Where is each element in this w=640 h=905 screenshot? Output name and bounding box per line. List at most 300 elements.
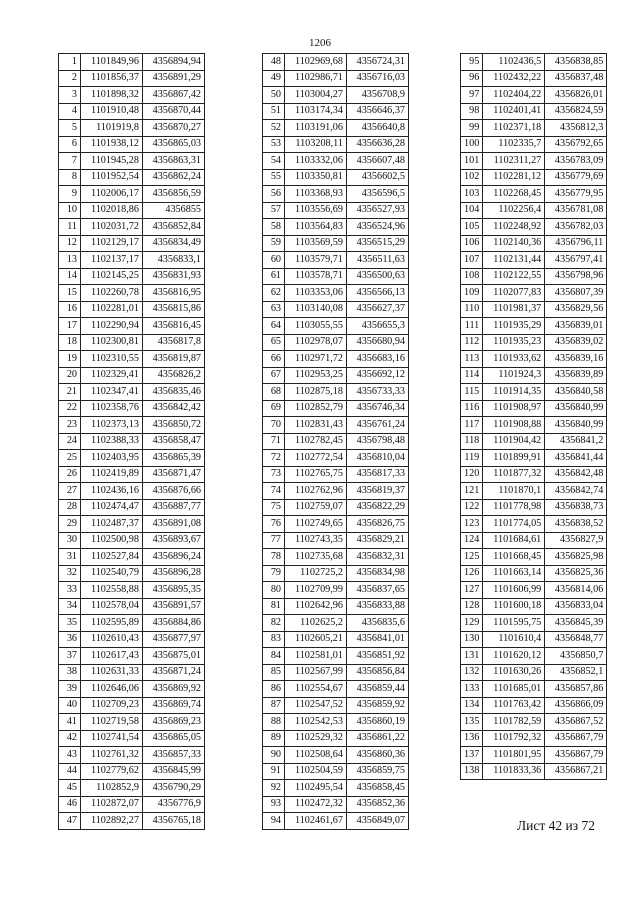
- point-number-cell: 80: [263, 582, 285, 599]
- x-coordinate-cell: 1101877,32: [483, 466, 545, 483]
- table-row: [59, 813, 205, 830]
- table-row: [461, 318, 607, 335]
- x-coordinate-cell: 1102300,81: [81, 334, 143, 351]
- table-row: [59, 615, 205, 632]
- table-row: [59, 582, 205, 599]
- y-coordinate-cell: 4356646,37: [347, 103, 409, 120]
- y-coordinate-cell: 4356837,65: [347, 582, 409, 599]
- table-row: [461, 87, 607, 104]
- y-coordinate-cell: 4356776,9: [143, 796, 205, 813]
- x-coordinate-cell: 1102256,4: [483, 202, 545, 219]
- y-coordinate-cell: 4356860,19: [347, 714, 409, 731]
- y-coordinate-cell: 4356822,29: [347, 499, 409, 516]
- table-row: [59, 433, 205, 450]
- x-coordinate-cell: 1102248,92: [483, 219, 545, 236]
- table-row: [263, 384, 409, 401]
- y-coordinate-cell: 4356861,22: [347, 730, 409, 747]
- table-row: [461, 516, 607, 533]
- y-coordinate-cell: 4356779,69: [545, 169, 607, 186]
- x-coordinate-cell: 1102137,17: [81, 252, 143, 269]
- point-number-cell: 28: [59, 499, 81, 516]
- x-coordinate-cell: 1103569,59: [285, 235, 347, 252]
- x-coordinate-cell: 1102401,41: [483, 103, 545, 120]
- y-coordinate-cell: 4356807,39: [545, 285, 607, 302]
- table-row: [263, 813, 409, 830]
- point-number-cell: 62: [263, 285, 285, 302]
- x-coordinate-cell: 1101899,91: [483, 450, 545, 467]
- point-number-cell: 137: [461, 747, 483, 764]
- y-coordinate-cell: 4356857,33: [143, 747, 205, 764]
- point-number-cell: 13: [59, 252, 81, 269]
- table-row: [263, 103, 409, 120]
- x-coordinate-cell: 1102500,98: [81, 532, 143, 549]
- point-number-cell: 73: [263, 466, 285, 483]
- y-coordinate-cell: 4356870,44: [143, 103, 205, 120]
- table-row: [59, 631, 205, 648]
- x-coordinate-cell: 1101933,62: [483, 351, 545, 368]
- point-number-cell: 19: [59, 351, 81, 368]
- y-coordinate-cell: 4356817,33: [347, 466, 409, 483]
- y-coordinate-cell: 4356865,03: [143, 136, 205, 153]
- x-coordinate-cell: 1102495,54: [285, 780, 347, 797]
- point-number-cell: 130: [461, 631, 483, 648]
- table-row: [461, 763, 607, 780]
- y-coordinate-cell: 4356683,16: [347, 351, 409, 368]
- y-coordinate-cell: 4356816,95: [143, 285, 205, 302]
- point-number-cell: 20: [59, 367, 81, 384]
- y-coordinate-cell: 4356834,98: [347, 565, 409, 582]
- table-row: [263, 681, 409, 698]
- table-row: [461, 400, 607, 417]
- x-coordinate-cell: 1102436,16: [81, 483, 143, 500]
- x-coordinate-cell: 1102735,68: [285, 549, 347, 566]
- y-coordinate-cell: 4356692,12: [347, 367, 409, 384]
- x-coordinate-cell: 1101685,01: [483, 681, 545, 698]
- x-coordinate-cell: 1101763,42: [483, 697, 545, 714]
- point-number-cell: 133: [461, 681, 483, 698]
- point-number-cell: 18: [59, 334, 81, 351]
- table-row: [263, 54, 409, 71]
- x-coordinate-cell: 1103556,69: [285, 202, 347, 219]
- table-row: [461, 186, 607, 203]
- point-number-cell: 8: [59, 169, 81, 186]
- x-coordinate-cell: 1102358,76: [81, 400, 143, 417]
- table-row: [59, 351, 205, 368]
- table-row: [59, 598, 205, 615]
- y-coordinate-cell: 4356858,47: [143, 433, 205, 450]
- table-row: [59, 747, 205, 764]
- table-row: [461, 615, 607, 632]
- y-coordinate-cell: 4356824,59: [545, 103, 607, 120]
- table-row: [263, 615, 409, 632]
- x-coordinate-cell: 1102529,32: [285, 730, 347, 747]
- table-row: [461, 532, 607, 549]
- y-coordinate-cell: 4356819,37: [347, 483, 409, 500]
- y-coordinate-cell: 4356839,16: [545, 351, 607, 368]
- point-number-cell: 39: [59, 681, 81, 698]
- point-number-cell: 36: [59, 631, 81, 648]
- y-coordinate-cell: 4356842,74: [545, 483, 607, 500]
- y-coordinate-cell: 4356876,66: [143, 483, 205, 500]
- point-number-cell: 109: [461, 285, 483, 302]
- table-row: [263, 780, 409, 797]
- table-row: [59, 120, 205, 137]
- page-number: 1206: [309, 37, 331, 49]
- x-coordinate-cell: 1102761,32: [81, 747, 143, 764]
- coordinates-table-2: [262, 53, 409, 830]
- table-row: [59, 796, 205, 813]
- y-coordinate-cell: 4356867,52: [545, 714, 607, 731]
- y-coordinate-cell: 4356865,39: [143, 450, 205, 467]
- point-number-cell: 87: [263, 697, 285, 714]
- y-coordinate-cell: 4356810,04: [347, 450, 409, 467]
- x-coordinate-cell: 1102969,68: [285, 54, 347, 71]
- y-coordinate-cell: 4356834,49: [143, 235, 205, 252]
- y-coordinate-cell: 4356842,42: [143, 400, 205, 417]
- table-row: [461, 219, 607, 236]
- table-row: [263, 219, 409, 236]
- table-row: [263, 763, 409, 780]
- point-number-cell: 22: [59, 400, 81, 417]
- table-row: [59, 565, 205, 582]
- x-coordinate-cell: 1102978,07: [285, 334, 347, 351]
- x-coordinate-cell: 1103004,27: [285, 87, 347, 104]
- table-row: [59, 714, 205, 731]
- table-row: [461, 433, 607, 450]
- table-row: [461, 582, 607, 599]
- table-row: [461, 714, 607, 731]
- point-number-cell: 110: [461, 301, 483, 318]
- table-row: [461, 483, 607, 500]
- y-coordinate-cell: 4356887,77: [143, 499, 205, 516]
- x-coordinate-cell: 1102474,47: [81, 499, 143, 516]
- point-number-cell: 95: [461, 54, 483, 71]
- point-number-cell: 37: [59, 648, 81, 665]
- point-number-cell: 102: [461, 169, 483, 186]
- point-number-cell: 5: [59, 120, 81, 137]
- point-number-cell: 97: [461, 87, 483, 104]
- point-number-cell: 138: [461, 763, 483, 780]
- x-coordinate-cell: 1102145,25: [81, 268, 143, 285]
- point-number-cell: 38: [59, 664, 81, 681]
- point-number-cell: 17: [59, 318, 81, 335]
- x-coordinate-cell: 1102558,88: [81, 582, 143, 599]
- table-row: [59, 780, 205, 797]
- point-number-cell: 33: [59, 582, 81, 599]
- x-coordinate-cell: 1102605,21: [285, 631, 347, 648]
- x-coordinate-cell: 1102642,96: [285, 598, 347, 615]
- coordinates-table-3: [460, 53, 607, 780]
- table-row: [461, 367, 607, 384]
- y-coordinate-cell: 4356511,63: [347, 252, 409, 269]
- table-row: [263, 450, 409, 467]
- y-coordinate-cell: 4356826,75: [347, 516, 409, 533]
- y-coordinate-cell: 4356845,99: [143, 763, 205, 780]
- x-coordinate-cell: 1101981,37: [483, 301, 545, 318]
- table-row: [263, 747, 409, 764]
- x-coordinate-cell: 1101778,98: [483, 499, 545, 516]
- table-row: [59, 334, 205, 351]
- x-coordinate-cell: 1102310,55: [81, 351, 143, 368]
- point-number-cell: 72: [263, 450, 285, 467]
- x-coordinate-cell: 1102762,96: [285, 483, 347, 500]
- point-number-cell: 59: [263, 235, 285, 252]
- point-number-cell: 42: [59, 730, 81, 747]
- x-coordinate-cell: 1102006,17: [81, 186, 143, 203]
- x-coordinate-cell: 1101898,32: [81, 87, 143, 104]
- y-coordinate-cell: 4356896,24: [143, 549, 205, 566]
- x-coordinate-cell: 1101801,95: [483, 747, 545, 764]
- point-number-cell: 60: [263, 252, 285, 269]
- table-row: [461, 747, 607, 764]
- point-number-cell: 51: [263, 103, 285, 120]
- y-coordinate-cell: 4356865,05: [143, 730, 205, 747]
- point-number-cell: 85: [263, 664, 285, 681]
- x-coordinate-cell: 1102419,89: [81, 466, 143, 483]
- point-number-cell: 11: [59, 219, 81, 236]
- table-row: [59, 169, 205, 186]
- table-row: [59, 285, 205, 302]
- x-coordinate-cell: 1102617,43: [81, 648, 143, 665]
- y-coordinate-cell: 4356829,21: [347, 532, 409, 549]
- y-coordinate-cell: 4356841,2: [545, 433, 607, 450]
- y-coordinate-cell: 4356859,75: [347, 763, 409, 780]
- table-row: [461, 103, 607, 120]
- point-number-cell: 100: [461, 136, 483, 153]
- x-coordinate-cell: 1102971,72: [285, 351, 347, 368]
- point-number-cell: 98: [461, 103, 483, 120]
- table-row: [263, 235, 409, 252]
- y-coordinate-cell: 4356877,97: [143, 631, 205, 648]
- y-coordinate-cell: 4356781,08: [545, 202, 607, 219]
- table-row: [59, 153, 205, 170]
- x-coordinate-cell: 1102311,27: [483, 153, 545, 170]
- point-number-cell: 112: [461, 334, 483, 351]
- point-number-cell: 125: [461, 549, 483, 566]
- point-number-cell: 105: [461, 219, 483, 236]
- y-coordinate-cell: 4356839,01: [545, 318, 607, 335]
- table-row: [461, 664, 607, 681]
- x-coordinate-cell: 1102765,75: [285, 466, 347, 483]
- table-row: [263, 318, 409, 335]
- table-row: [461, 681, 607, 698]
- table-row: [461, 697, 607, 714]
- point-number-cell: 135: [461, 714, 483, 731]
- point-number-cell: 111: [461, 318, 483, 335]
- x-coordinate-cell: 1103332,06: [285, 153, 347, 170]
- x-coordinate-cell: 1102547,52: [285, 697, 347, 714]
- point-number-cell: 113: [461, 351, 483, 368]
- x-coordinate-cell: 1101908,97: [483, 400, 545, 417]
- x-coordinate-cell: 1102281,12: [483, 169, 545, 186]
- y-coordinate-cell: 4356825,98: [545, 549, 607, 566]
- y-coordinate-cell: 4356852,1: [545, 664, 607, 681]
- table-row: [461, 136, 607, 153]
- point-number-cell: 92: [263, 780, 285, 797]
- x-coordinate-cell: 1102371,18: [483, 120, 545, 137]
- x-coordinate-cell: 1102140,36: [483, 235, 545, 252]
- point-number-cell: 7: [59, 153, 81, 170]
- y-coordinate-cell: 4356816,45: [143, 318, 205, 335]
- y-coordinate-cell: 4356524,96: [347, 219, 409, 236]
- point-number-cell: 43: [59, 747, 81, 764]
- point-number-cell: 41: [59, 714, 81, 731]
- x-coordinate-cell: 1101919,8: [81, 120, 143, 137]
- table-row: [461, 252, 607, 269]
- point-number-cell: 27: [59, 483, 81, 500]
- point-number-cell: 61: [263, 268, 285, 285]
- point-number-cell: 50: [263, 87, 285, 104]
- y-coordinate-cell: 4356891,57: [143, 598, 205, 615]
- x-coordinate-cell: 1102749,65: [285, 516, 347, 533]
- table-row: [263, 631, 409, 648]
- y-coordinate-cell: 4356893,67: [143, 532, 205, 549]
- x-coordinate-cell: 1101663,14: [483, 565, 545, 582]
- y-coordinate-cell: 4356796,11: [545, 235, 607, 252]
- table-row: [461, 301, 607, 318]
- point-number-cell: 68: [263, 384, 285, 401]
- point-number-cell: 132: [461, 664, 483, 681]
- point-number-cell: 99: [461, 120, 483, 137]
- x-coordinate-cell: 1102031,72: [81, 219, 143, 236]
- x-coordinate-cell: 1102373,13: [81, 417, 143, 434]
- point-number-cell: 121: [461, 483, 483, 500]
- x-coordinate-cell: 1103564,83: [285, 219, 347, 236]
- table-row: [59, 483, 205, 500]
- table-row: [59, 252, 205, 269]
- table-row: [59, 417, 205, 434]
- table-row: [59, 186, 205, 203]
- x-coordinate-cell: 1101849,96: [81, 54, 143, 71]
- table-row: [263, 351, 409, 368]
- point-number-cell: 96: [461, 70, 483, 87]
- table-row: [59, 763, 205, 780]
- point-number-cell: 63: [263, 301, 285, 318]
- table-row: [461, 351, 607, 368]
- point-number-cell: 54: [263, 153, 285, 170]
- y-coordinate-cell: 4356862,24: [143, 169, 205, 186]
- table-row: [461, 384, 607, 401]
- y-coordinate-cell: 4356515,29: [347, 235, 409, 252]
- x-coordinate-cell: 1102281,01: [81, 301, 143, 318]
- y-coordinate-cell: 4356863,31: [143, 153, 205, 170]
- y-coordinate-cell: 4356840,99: [545, 417, 607, 434]
- y-coordinate-cell: 4356841,01: [347, 631, 409, 648]
- point-number-cell: 64: [263, 318, 285, 335]
- x-coordinate-cell: 1102595,89: [81, 615, 143, 632]
- table-row: [461, 450, 607, 467]
- x-coordinate-cell: 1101952,54: [81, 169, 143, 186]
- y-coordinate-cell: 4356708,9: [347, 87, 409, 104]
- table-row: [59, 664, 205, 681]
- y-coordinate-cell: 4356655,3: [347, 318, 409, 335]
- point-number-cell: 23: [59, 417, 81, 434]
- point-number-cell: 82: [263, 615, 285, 632]
- x-coordinate-cell: 1103208,11: [285, 136, 347, 153]
- point-number-cell: 74: [263, 483, 285, 500]
- x-coordinate-cell: 1101856,37: [81, 70, 143, 87]
- x-coordinate-cell: 1102461,67: [285, 813, 347, 830]
- table-row: [461, 631, 607, 648]
- y-coordinate-cell: 4356857,86: [545, 681, 607, 698]
- x-coordinate-cell: 1102831,43: [285, 417, 347, 434]
- y-coordinate-cell: 4356833,1: [143, 252, 205, 269]
- point-number-cell: 29: [59, 516, 81, 533]
- x-coordinate-cell: 1101595,75: [483, 615, 545, 632]
- x-coordinate-cell: 1102567,99: [285, 664, 347, 681]
- point-number-cell: 120: [461, 466, 483, 483]
- y-coordinate-cell: 4356792,65: [545, 136, 607, 153]
- table-row: [59, 235, 205, 252]
- point-number-cell: 81: [263, 598, 285, 615]
- table-row: [263, 70, 409, 87]
- x-coordinate-cell: 1102268,45: [483, 186, 545, 203]
- point-number-cell: 24: [59, 433, 81, 450]
- point-number-cell: 21: [59, 384, 81, 401]
- point-number-cell: 94: [263, 813, 285, 830]
- y-coordinate-cell: 4356896,28: [143, 565, 205, 582]
- point-number-cell: 119: [461, 450, 483, 467]
- x-coordinate-cell: 1101606,99: [483, 582, 545, 599]
- table-row: [461, 334, 607, 351]
- point-number-cell: 107: [461, 252, 483, 269]
- y-coordinate-cell: 4356765,18: [143, 813, 205, 830]
- x-coordinate-cell: 1102388,33: [81, 433, 143, 450]
- table-row: [263, 334, 409, 351]
- sheet-label: Лист 42 из 72: [517, 818, 595, 833]
- table-row: [263, 433, 409, 450]
- table-row: [59, 318, 205, 335]
- table-row: [263, 664, 409, 681]
- x-coordinate-cell: 1101792,32: [483, 730, 545, 747]
- y-coordinate-cell: 4356838,85: [545, 54, 607, 71]
- table-row: [263, 648, 409, 665]
- point-number-cell: 14: [59, 268, 81, 285]
- y-coordinate-cell: 4356607,48: [347, 153, 409, 170]
- table-row: [59, 532, 205, 549]
- point-number-cell: 67: [263, 367, 285, 384]
- x-coordinate-cell: 1102508,64: [285, 747, 347, 764]
- y-coordinate-cell: 4356815,86: [143, 301, 205, 318]
- y-coordinate-cell: 4356869,92: [143, 681, 205, 698]
- table-row: [263, 252, 409, 269]
- x-coordinate-cell: 1101668,45: [483, 549, 545, 566]
- y-coordinate-cell: 4356850,72: [143, 417, 205, 434]
- point-number-cell: 12: [59, 235, 81, 252]
- point-number-cell: 49: [263, 70, 285, 87]
- x-coordinate-cell: 1102077,83: [483, 285, 545, 302]
- y-coordinate-cell: 4356833,04: [545, 598, 607, 615]
- x-coordinate-cell: 1102122,55: [483, 268, 545, 285]
- y-coordinate-cell: 4356826,01: [545, 87, 607, 104]
- point-number-cell: 101: [461, 153, 483, 170]
- x-coordinate-cell: 1102472,32: [285, 796, 347, 813]
- table-row: [461, 466, 607, 483]
- table-row: [263, 549, 409, 566]
- point-number-cell: 75: [263, 499, 285, 516]
- table-row: [461, 648, 607, 665]
- x-coordinate-cell: 1101870,1: [483, 483, 545, 500]
- point-number-cell: 30: [59, 532, 81, 549]
- y-coordinate-cell: 4356866,09: [545, 697, 607, 714]
- y-coordinate-cell: 4356860,36: [347, 747, 409, 764]
- table-row: [263, 153, 409, 170]
- point-number-cell: 55: [263, 169, 285, 186]
- y-coordinate-cell: 4356829,56: [545, 301, 607, 318]
- point-number-cell: 47: [59, 813, 81, 830]
- y-coordinate-cell: 4356783,09: [545, 153, 607, 170]
- table-row: [59, 549, 205, 566]
